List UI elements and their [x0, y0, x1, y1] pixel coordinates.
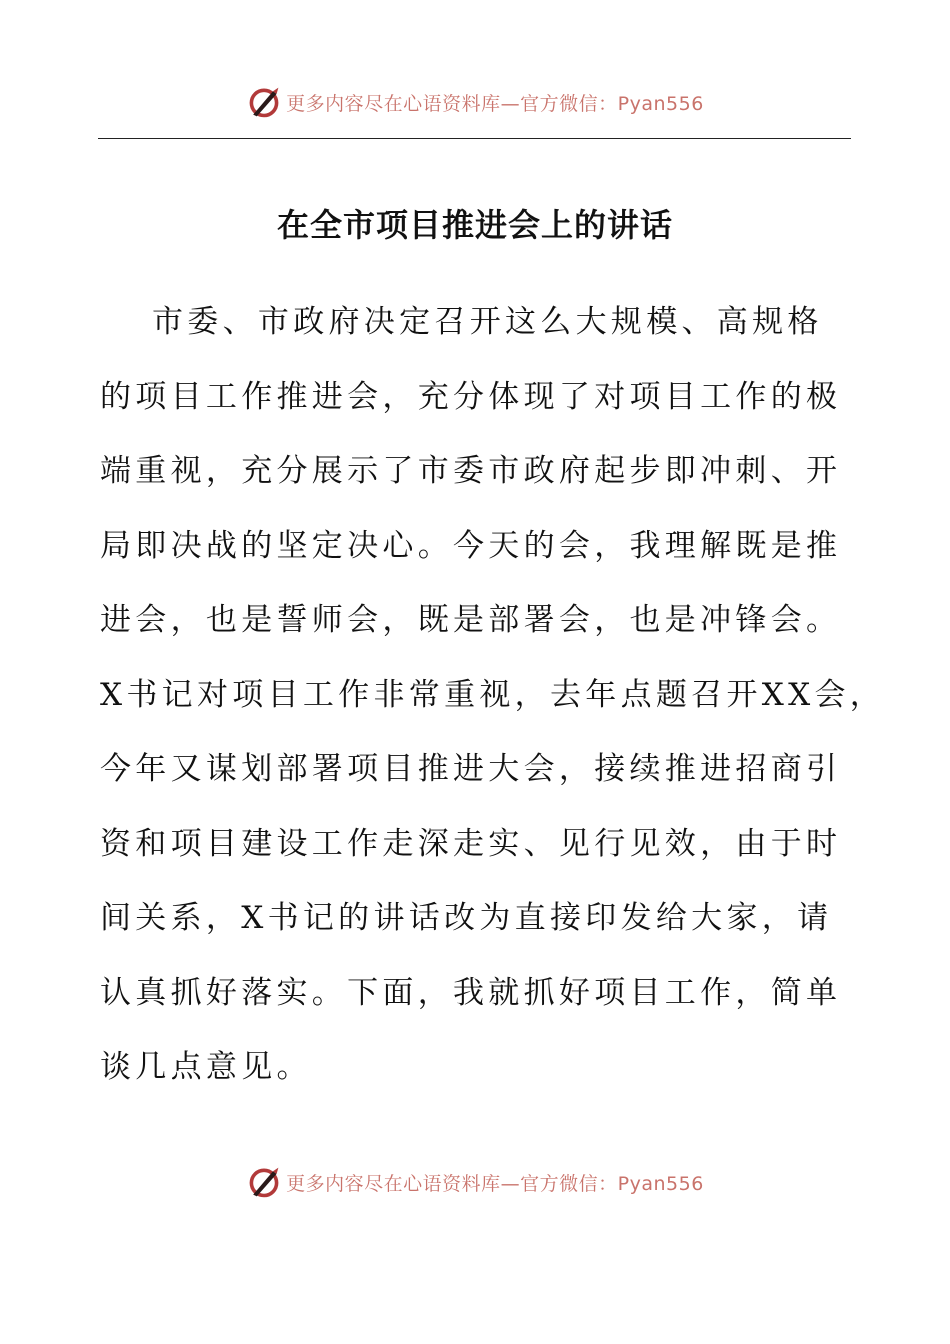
- body-line: 市委、市政府决定召开这么大规模、高规格: [152, 304, 823, 340]
- body-line: 间关系，X书记的讲话改为直接印发给大家，请: [100, 900, 833, 936]
- body-line: 今年又谋划部署项目推进大会，接续推进招商引: [100, 751, 842, 787]
- body-line: 局即决战的坚定决心。今天的会，我理解既是推: [100, 527, 842, 564]
- footer-banner-text: 更多内容尽在心语资料库—官方微信：Pyan556: [286, 1172, 704, 1195]
- pen-circle-logo-icon: [246, 1164, 282, 1200]
- header-banner: [0, 80, 950, 124]
- body-line: 资和项目建设工作走深走实、见行见效，由于时: [100, 825, 842, 862]
- body-line: X书记对项目工作非常重视，去年点题召开XX会，: [100, 676, 886, 713]
- body-line: 谈几点意见。: [100, 1049, 312, 1085]
- body-line: 进会，也是誓师会，既是部署会，也是冲锋会。: [100, 602, 842, 638]
- header-banner-text: 更多内容尽在心语资料库—官方微信：Pyan556: [286, 92, 704, 115]
- body-line: 认真抓好落实。下面，我就抓好项目工作，简单: [100, 974, 842, 1011]
- document-title: 在全市项目推进会上的讲话: [276, 206, 673, 244]
- body-line: 端重视，充分展示了市委市政府起步即冲刺、开: [100, 453, 842, 489]
- header-divider: [98, 138, 851, 139]
- pen-circle-logo-icon: [246, 84, 282, 120]
- body-line: 的项目工作推进会，充分体现了对项目工作的极: [100, 378, 842, 415]
- document-body: [100, 292, 886, 1112]
- footer-banner: [0, 1160, 950, 1204]
